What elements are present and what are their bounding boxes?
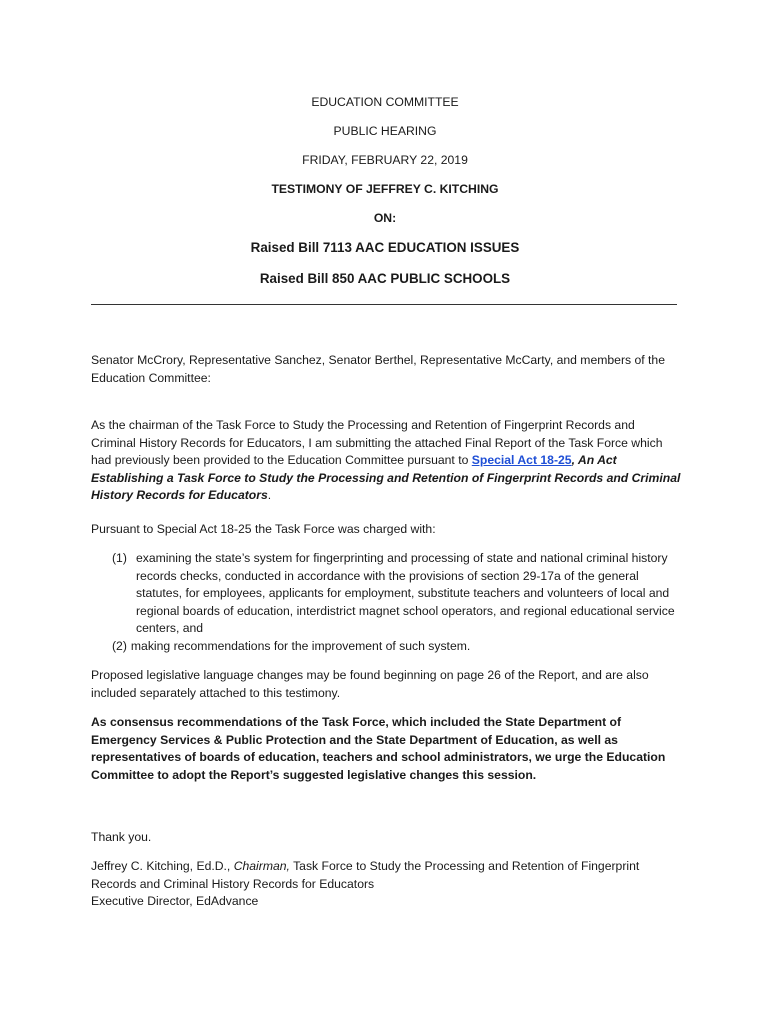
proposed-paragraph bbox=[91, 667, 681, 702]
list-item bbox=[112, 550, 682, 638]
list-item-number: (1) bbox=[112, 551, 127, 565]
hearing-heading: PUBLIC HEARING bbox=[333, 124, 437, 138]
intro-text-part1: As the chairman of the Task Force to Study the Processing and Retention of Fingerprint Records and Criminal History Records for Educators, I am submitting the attached Final Report of the Task Force which had previously been provided to the Education Committee pursuant to bbox=[91, 418, 663, 468]
act-title-text: , An Act Establishing a Task Force to Study the Processing and Retention of Fingerprint Records and Criminal History Records for Educators bbox=[91, 453, 681, 503]
intro-paragraph bbox=[91, 417, 681, 505]
divider-rule bbox=[91, 304, 677, 305]
special-act-link[interactable]: Special Act 18-25 bbox=[471, 453, 572, 468]
intro-end-text: . bbox=[267, 488, 272, 503]
thanks-text: Thank you. bbox=[91, 830, 152, 844]
bill-7113-heading: Raised Bill 7113 AAC EDUCATION ISSUES bbox=[250, 240, 520, 255]
charge-list bbox=[112, 550, 682, 656]
charged-paragraph bbox=[91, 521, 681, 539]
list-item-number: (2) bbox=[112, 638, 127, 653]
date-heading: FRIDAY, FEBRUARY 22, 2019 bbox=[302, 153, 468, 167]
signature-title: Chairman, bbox=[233, 859, 290, 873]
salutation-text: Senator McCrory, Representative Sanchez, Senator Berthel, Representative McCarty, and members of the Education Committee: bbox=[91, 353, 665, 385]
list-item bbox=[112, 638, 682, 656]
on-heading: ON: bbox=[373, 211, 397, 225]
signature-role: Task Force to Study the Processing and Retention of Fingerprint Records and Criminal History Records for Educators bbox=[91, 859, 640, 891]
signature-text bbox=[91, 858, 681, 893]
signature-name: Jeffrey C. Kitching, Ed.D., bbox=[91, 859, 234, 873]
intro-text bbox=[91, 417, 681, 505]
consensus-paragraph bbox=[91, 714, 681, 784]
thanks-paragraph bbox=[91, 829, 681, 847]
committee-heading: EDUCATION COMMITTEE bbox=[311, 95, 459, 109]
signature-org: Executive Director, EdAdvance bbox=[91, 894, 259, 909]
list-item-text: making recommendations for the improvement of such system. bbox=[130, 638, 471, 653]
list-item-text: examining the state’s system for fingerprinting and processing of state and national criminal history records checks, conducted in accordance with the provisions of section 29-17a of the general statutes, for employees, applicants for employment, substitute teachers and volunteers of local and regional boards of education, interdistrict magnet school operators, and regional educational service centers, and bbox=[136, 551, 675, 636]
salutation-paragraph bbox=[91, 352, 681, 387]
consensus-text: As consensus recommendations of the Task Force, which included the State Department of Emergency Services & Public Protection and the State Department of Education, as well as representatives of boards of education, teachers and school administrators, we urge the Education Committee to adopt the Report’s suggested legislative changes this session. bbox=[91, 715, 666, 782]
proposed-text: Proposed legislative language changes may be found beginning on page 26 of the Report, and are also included separately attached to this testimony. bbox=[91, 668, 649, 700]
charged-text: Pursuant to Special Act 18-25 the Task Force was charged with: bbox=[91, 522, 436, 536]
signature-block bbox=[91, 858, 681, 911]
testimony-heading: TESTIMONY OF JEFFREY C. KITCHING bbox=[271, 182, 499, 196]
bill-850-heading: Raised Bill 850 AAC PUBLIC SCHOOLS bbox=[259, 271, 511, 286]
